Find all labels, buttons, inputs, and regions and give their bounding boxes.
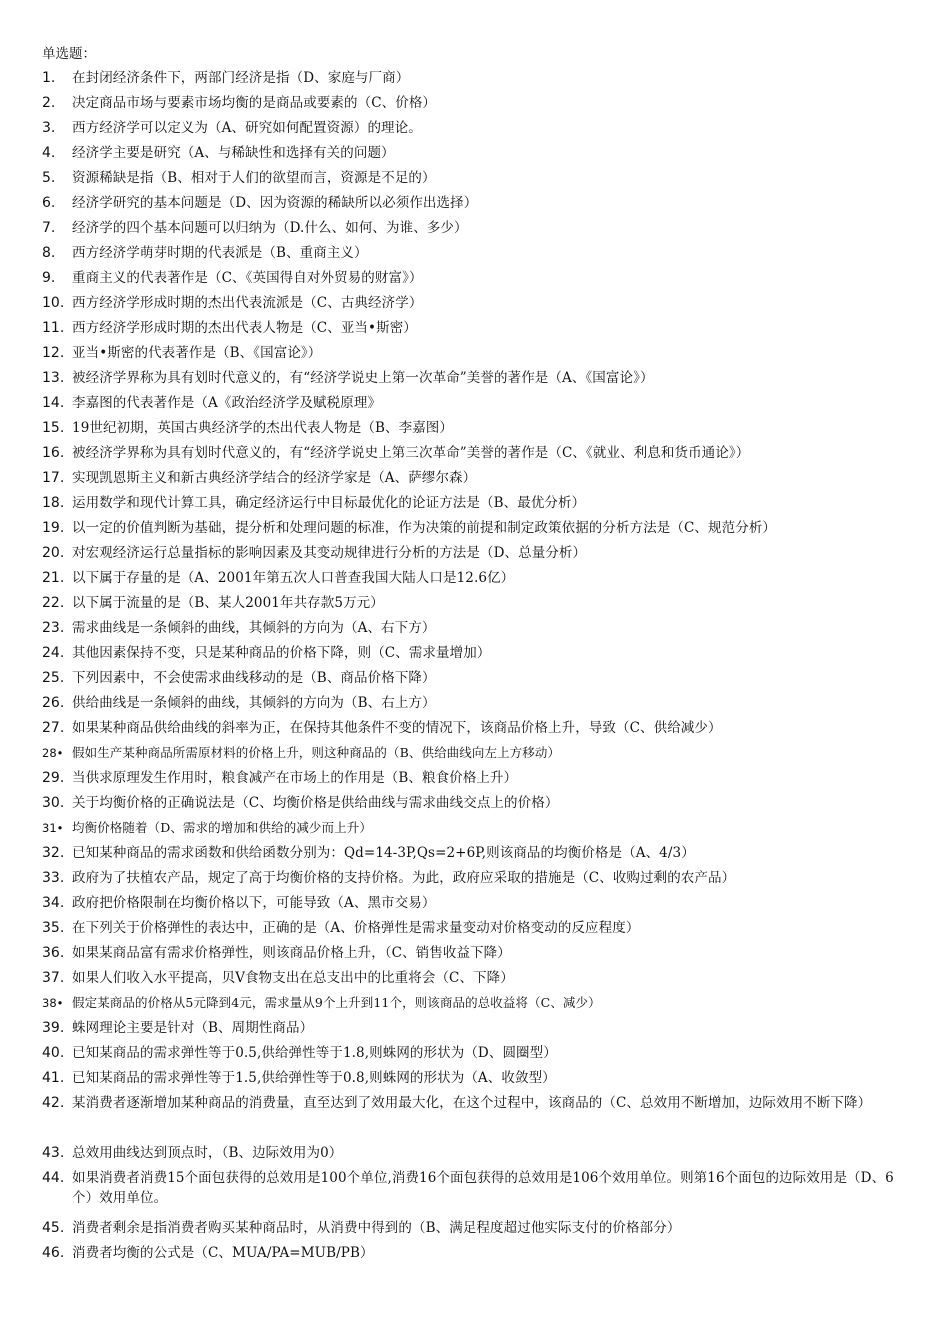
question-text: 重商主义的代表著作是（C、《英国得自对外贸易的财富》） xyxy=(72,270,423,286)
question-number: 16. xyxy=(42,445,65,461)
question-item xyxy=(42,193,912,218)
question-text: 亚当•斯密的代表著作是（B、《国富论》） xyxy=(72,345,322,361)
question-item xyxy=(42,593,912,618)
question-text: 在封闭经济条件下，两部门经济是指（D、家庭与厂商） xyxy=(72,70,410,86)
question-number: 31• xyxy=(42,821,64,835)
question-number: 45. xyxy=(42,1220,65,1236)
question-text: 如果人们收入水平提高，贝V食物支出在总支出中的比重将会（C、下降） xyxy=(72,970,514,986)
question-text: 19世纪初期，英国古典经济学的杰出代表人物是（B、李嘉图） xyxy=(72,420,453,436)
question-item xyxy=(42,718,912,743)
question-item xyxy=(42,268,912,293)
question-number: 35. xyxy=(42,920,65,936)
question-item xyxy=(42,168,912,193)
question-text: 某消费者逐渐增加某种商品的消费量，直至达到了效用最大化，在这个过程中，该商品的（C、总效用不断增加，边际效用不断下降） xyxy=(72,1095,872,1111)
question-number: 18. xyxy=(42,495,65,511)
question-text: 当供求原理发生作用时，粮食减产在市场上的作用是（B、粮食价格上升） xyxy=(72,770,518,786)
question-text: 均衡价格随着（D、需求的增加和供给的减少而上升） xyxy=(72,820,372,835)
question-item xyxy=(42,368,912,393)
question-number: 25. xyxy=(42,670,65,686)
question-text: 对宏观经济运行总量指标的影响因素及其变动规律进行分析的方法是（D、总量分析） xyxy=(72,545,587,561)
question-number: 17. xyxy=(42,470,65,486)
question-text: 以一定的价值判断为基础，提分析和处理问题的标准，作为决策的前提和制定政策依据的分析方法是（C、规范分析） xyxy=(72,520,777,536)
question-text: 经济学研究的基本问题是（D、因为资源的稀缺所以必须作出选择） xyxy=(72,195,478,211)
question-number: 42. xyxy=(42,1095,65,1111)
question-number: 2. xyxy=(42,95,56,111)
question-item xyxy=(42,843,912,868)
question-number: 5. xyxy=(42,170,56,186)
question-item xyxy=(42,618,912,643)
question-text: 消费者均衡的公式是（C、MUA/PA=MUB/PB） xyxy=(72,1245,374,1261)
question-text: 决定商品市场与要素市场均衡的是商品或要素的（C、价格） xyxy=(72,95,437,111)
question-text: 经济学的四个基本问题可以归纳为（D.什么、如何、为谁、多少） xyxy=(72,220,468,236)
question-number: 8. xyxy=(42,245,56,261)
question-number: 3. xyxy=(42,120,56,136)
question-list xyxy=(42,68,912,1268)
question-text: 如果某种商品供给曲线的斜率为正，在保持其他条件不变的情况下，该商品价格上升，导致（C、供给减少） xyxy=(72,720,722,736)
question-text: 如果某商品富有需求价格弹性，则该商品价格上升，（C、销售收益下降） xyxy=(72,945,511,961)
question-item xyxy=(42,68,912,93)
question-number: 10. xyxy=(42,295,65,311)
question-number: 37. xyxy=(42,970,65,986)
question-number: 46. xyxy=(42,1245,65,1261)
question-number: 20. xyxy=(42,545,65,561)
question-number: 30. xyxy=(42,795,65,811)
question-item xyxy=(42,318,912,343)
question-number: 24. xyxy=(42,645,65,661)
question-item xyxy=(42,793,912,818)
question-item xyxy=(42,993,912,1018)
question-number: 19. xyxy=(42,520,65,536)
question-text: 需求曲线是一条倾斜的曲线，其倾斜的方向为（A、右下方） xyxy=(72,620,436,636)
question-number: 26. xyxy=(42,695,65,711)
question-item xyxy=(42,393,912,418)
question-item xyxy=(42,943,912,968)
question-number: 41. xyxy=(42,1070,65,1086)
question-item xyxy=(42,893,912,918)
question-item xyxy=(42,518,912,543)
question-text: 已知某商品的需求弹性等于1.5,供给弹性等于0.8,则蛛网的形状为（A、收敛型） xyxy=(72,1070,556,1086)
question-number: 27. xyxy=(42,720,65,736)
question-number: 28• xyxy=(42,746,64,760)
question-item xyxy=(42,543,912,568)
question-item xyxy=(42,93,912,118)
question-text: 西方经济学萌芽时期的代表派是（B、重商主义） xyxy=(72,245,368,261)
question-number: 43. xyxy=(42,1145,65,1161)
question-item xyxy=(42,868,912,893)
question-number: 11. xyxy=(42,320,65,336)
question-item xyxy=(42,1068,912,1093)
question-item xyxy=(42,568,912,593)
question-item xyxy=(42,493,912,518)
question-number: 13. xyxy=(42,370,65,386)
question-text: 被经济学界称为具有划时代意义的，有“经济学说史上第一次革命”美誉的著作是（A、《国富论》） xyxy=(72,370,654,386)
question-item xyxy=(42,293,912,318)
question-item xyxy=(42,1143,912,1168)
question-item xyxy=(42,643,912,668)
question-text: 已知某商品的需求弹性等于0.5,供给弹性等于1.8,则蛛网的形状为（D、圆圈型） xyxy=(72,1045,557,1061)
question-item xyxy=(42,1043,912,1068)
question-text: 其他因素保持不变，只是某种商品的价格下降，则（C、需求量增加） xyxy=(72,645,491,661)
question-text: 如果消费者消费15个面包获得的总效用是100个单位,消费16个面包获得的总效用是106个效用单位。则第16个面包的边际效用是（D、6个）效用单位。 xyxy=(72,1170,894,1206)
question-text: 下列因素中，不会使需求曲线移动的是（B、商品价格下降） xyxy=(72,670,436,686)
question-item xyxy=(42,918,912,943)
question-item xyxy=(42,343,912,368)
question-item xyxy=(42,1018,912,1043)
question-text: 被经济学界称为具有划时代意义的，有“经济学说史上第三次革命”美誉的著作是（C、《就业、利息和货币通论》） xyxy=(72,445,750,461)
question-number: 12. xyxy=(42,345,65,361)
question-item xyxy=(42,118,912,143)
document-page xyxy=(42,44,912,1268)
question-text: 运用数学和现代计算工具，确定经济运行中目标最优化的论证方法是（B、最优分析） xyxy=(72,495,586,511)
question-number: 4. xyxy=(42,145,56,161)
question-text: 西方经济学形成时期的杰出代表流派是（C、古典经济学） xyxy=(72,295,423,311)
question-number: 44. xyxy=(42,1170,65,1186)
question-number: 34. xyxy=(42,895,65,911)
question-item xyxy=(42,693,912,718)
question-item xyxy=(42,243,912,268)
question-number: 36. xyxy=(42,945,65,961)
question-item xyxy=(42,218,912,243)
question-item xyxy=(42,1218,912,1243)
question-text: 以下属于流量的是（B、某人2001年共存款5万元） xyxy=(72,595,384,611)
question-text: 假定某商品的价格从5元降到4元，需求量从9个上升到11个，则该商品的总收益将（C、减少） xyxy=(72,995,601,1010)
question-item xyxy=(42,143,912,168)
question-text: 资源稀缺是指（B、相对于人们的欲望而言，资源是不足的） xyxy=(72,170,436,186)
question-text: 实现凯恩斯主义和新古典经济学结合的经济学家是（A、萨缪尔森） xyxy=(72,470,477,486)
question-number: 23. xyxy=(42,620,65,636)
question-item xyxy=(42,468,912,493)
question-text: 以下属于存量的是（A、2001年第五次人口普查我国大陆人口是12.6亿） xyxy=(72,570,515,586)
question-item xyxy=(42,1168,912,1218)
question-number: 38• xyxy=(42,996,64,1010)
question-text: 西方经济学形成时期的杰出代表人物是（C、亚当•斯密） xyxy=(72,320,417,336)
question-item xyxy=(42,743,912,768)
question-text: 蛛网理论主要是针对（B、周期性商品） xyxy=(72,1020,314,1036)
question-text: 李嘉图的代表著作是（A《政治经济学及赋税原理》 xyxy=(72,395,382,411)
question-item xyxy=(42,418,912,443)
question-number: 39. xyxy=(42,1020,65,1036)
question-text: 消费者剩余是指消费者购买某种商品时，从消费中得到的（B、满足程度超过他实际支付的价格部分） xyxy=(72,1220,681,1236)
question-text: 政府把价格限制在均衡价格以下，可能导致（A、黑市交易） xyxy=(72,895,436,911)
question-number: 32. xyxy=(42,845,65,861)
question-text: 已知某种商品的需求函数和供给函数分别为：Qd=14-3P,Qs=2+6P,则该商品的均衡价格是（A、4/3） xyxy=(72,845,695,861)
question-number: 40. xyxy=(42,1045,65,1061)
question-number: 14. xyxy=(42,395,65,411)
question-item xyxy=(42,1093,912,1143)
question-text: 关于均衡价格的正确说法是（C、均衡价格是供给曲线与需求曲线交点上的价格） xyxy=(72,795,559,811)
section-heading: 单选题： xyxy=(42,46,96,62)
question-item xyxy=(42,443,912,468)
question-item xyxy=(42,968,912,993)
question-number: 21. xyxy=(42,570,65,586)
question-number: 15. xyxy=(42,420,65,436)
question-number: 9. xyxy=(42,270,56,286)
question-number: 29. xyxy=(42,770,65,786)
question-item xyxy=(42,1243,912,1268)
question-number: 6. xyxy=(42,195,56,211)
question-text: 经济学主要是研究（A、与稀缺性和选择有关的问题） xyxy=(72,145,395,161)
question-number: 1. xyxy=(42,70,56,86)
question-item xyxy=(42,668,912,693)
question-text: 假如生产某种商品所需原材料的价格上升，则这种商品的（B、供给曲线向左上方移动） xyxy=(72,745,561,760)
question-number: 22. xyxy=(42,595,65,611)
question-text: 供给曲线是一条倾斜的曲线，其倾斜的方向为（B、右上方） xyxy=(72,695,436,711)
question-text: 总效用曲线达到顶点时，（B、边际效用为0） xyxy=(72,1145,343,1161)
question-item xyxy=(42,768,912,793)
question-text: 在下列关于价格弹性的表达中，正确的是（A、价格弹性是需求量变动对价格变动的反应程度） xyxy=(72,920,640,936)
question-item xyxy=(42,818,912,843)
question-number: 7. xyxy=(42,220,56,236)
question-number: 33. xyxy=(42,870,65,886)
question-text: 西方经济学可以定义为（A、研究如何配置资源）的理论。 xyxy=(72,120,422,136)
question-text: 政府为了扶植农产品，规定了高于均衡价格的支持价格。为此，政府应采取的措施是（C、收购过剩的农产品） xyxy=(72,870,736,886)
